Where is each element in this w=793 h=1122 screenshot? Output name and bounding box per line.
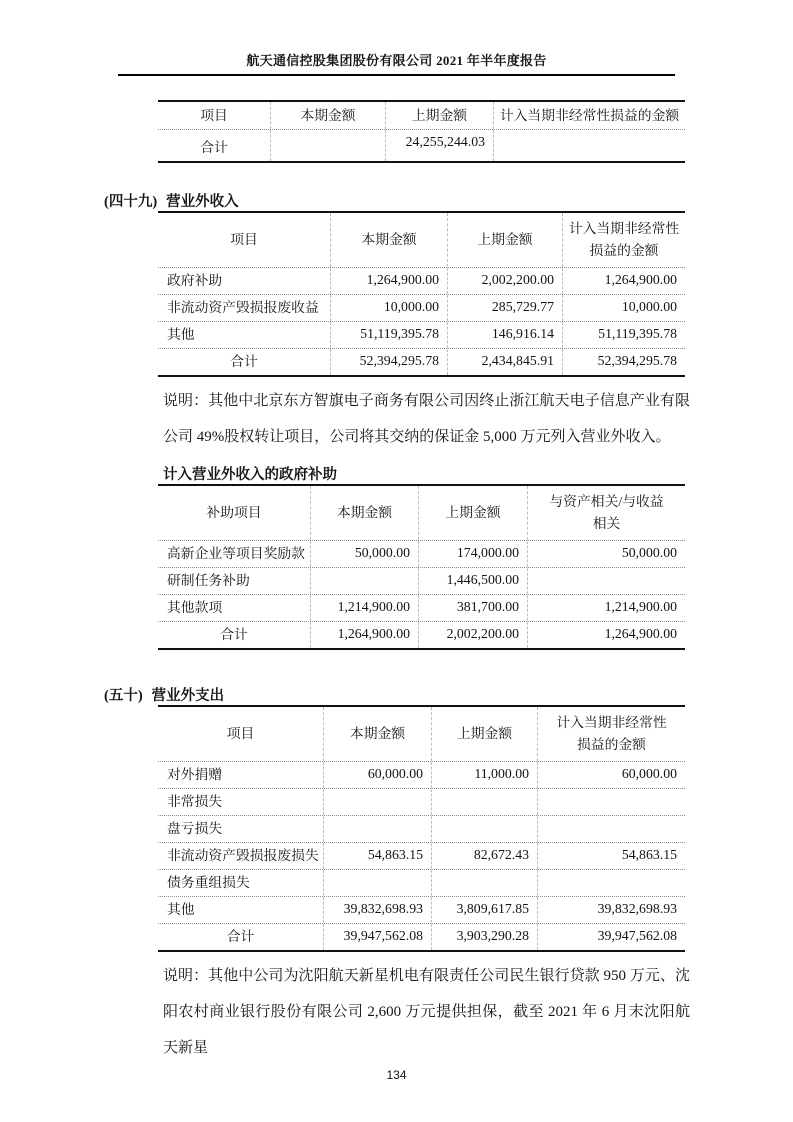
cell-current-amount xyxy=(270,130,385,161)
row-label: 债务重组损失 xyxy=(167,875,250,890)
cell-nonrecurring-amount: 60,000.00 xyxy=(537,762,685,788)
col-header-subsidy-item: 补助项目 xyxy=(206,505,262,520)
cell-current-amount: 10,000.00 xyxy=(330,295,447,321)
government-subsidy-table xyxy=(158,484,685,650)
row-label: 非流动资产毁损报废损失 xyxy=(167,848,319,863)
cell-prior-amount: 2,002,200.00 xyxy=(447,268,562,294)
cell-current-amount xyxy=(323,789,431,815)
cell-asset-or-income-related: 1,214,900.00 xyxy=(527,595,685,621)
section-heading-49 xyxy=(104,192,793,211)
row-label: 高新企业等项目奖励款 xyxy=(167,546,305,561)
table-row xyxy=(158,842,685,869)
page-number: 134 xyxy=(386,1068,407,1082)
cell-nonrecurring-amount xyxy=(537,816,685,842)
cell-prior-amount: 3,903,290.28 xyxy=(431,924,537,950)
cell-current-amount: 1,264,900.00 xyxy=(330,268,447,294)
col-header-item: 项目 xyxy=(200,107,228,123)
cell-asset-or-income-related xyxy=(527,568,685,594)
cell-prior-amount xyxy=(431,816,537,842)
row-label-total: 合计 xyxy=(200,140,228,155)
col-header-prior-amount: 上期金额 xyxy=(431,707,537,761)
table-row xyxy=(158,267,685,294)
table-row xyxy=(158,761,685,788)
cell-current-amount xyxy=(323,870,431,896)
col-header-asset-or-income-related: 与资产相关/与收益 相关 xyxy=(527,486,685,540)
cell-current-amount: 39,947,562.08 xyxy=(323,924,431,950)
row-label-total: 合计 xyxy=(220,627,248,642)
cell-current-amount: 39,832,698.93 xyxy=(323,897,431,923)
table-row-total xyxy=(158,621,685,648)
table-row xyxy=(158,294,685,321)
header-divider xyxy=(118,74,675,76)
table-row xyxy=(158,788,685,815)
cell-current-amount xyxy=(310,568,418,594)
col-header-prior-amount: 上期金额 xyxy=(385,102,493,129)
row-label: 对外捐赠 xyxy=(167,767,223,782)
table-header-row xyxy=(158,486,685,540)
table-header-row xyxy=(158,102,685,129)
cell-nonrecurring-amount: 10,000.00 xyxy=(562,295,685,321)
row-label: 其他款项 xyxy=(167,600,223,615)
col-header-item: 项目 xyxy=(230,232,258,247)
table-row xyxy=(158,321,685,348)
cell-prior-amount: 3,809,617.85 xyxy=(431,897,537,923)
row-label: 其他 xyxy=(167,902,195,917)
cell-prior-amount: 381,700.00 xyxy=(418,595,527,621)
col-header-current-amount: 本期金额 xyxy=(310,486,418,540)
col-header-current-amount: 本期金额 xyxy=(330,213,447,267)
table-row xyxy=(158,869,685,896)
table-row xyxy=(158,815,685,842)
note-paragraph-50: 说明：其他中公司为沈阳航天新星机电有限责任公司民生银行贷款 950 万元、沈阳农村商业银行股份有限公司 2,600 万元提供担保，截至 2021 年 6 月末沈阳航天新星 xyxy=(163,968,690,1056)
col-header-current-amount: 本期金额 xyxy=(270,102,385,129)
cell-nonrecurring-amount: 1,264,900.00 xyxy=(562,268,685,294)
table-row xyxy=(158,540,685,567)
section-heading-50 xyxy=(104,686,793,705)
col-header-current-amount: 本期金额 xyxy=(323,707,431,761)
cell-prior-amount xyxy=(431,870,537,896)
col-header-nonrecurring-amount: 计入当期非经常性 损益的金额 xyxy=(562,213,685,267)
row-label: 其他 xyxy=(167,327,195,342)
row-label-total: 合计 xyxy=(230,354,258,369)
cell-asset-or-income-related: 50,000.00 xyxy=(527,541,685,567)
col-header-nonrecurring-amount: 计入当期非经常性 损益的金额 xyxy=(537,707,685,761)
note-paragraph-49: 说明：其他中北京东方智旗电子商务有限公司因终止浙江航天电子信息产业有限公司 49%股权转让项目，公司将其交纳的保证金 5,000 万元列入营业外收入。 xyxy=(163,393,690,445)
cell-prior-amount: 146,916.14 xyxy=(447,322,562,348)
nonoperating-expense-table xyxy=(158,705,685,952)
cell-nonrecurring-amount: 52,394,295.78 xyxy=(562,349,685,375)
cell-nonrecurring-amount xyxy=(537,789,685,815)
table-row xyxy=(158,567,685,594)
table-header-row xyxy=(158,213,685,267)
row-label: 政府补助 xyxy=(167,273,223,288)
cell-current-amount: 50,000.00 xyxy=(310,541,418,567)
cell-nonrecurring-amount: 39,947,562.08 xyxy=(537,924,685,950)
cell-nonrecurring-amount xyxy=(537,870,685,896)
cell-current-amount: 60,000.00 xyxy=(323,762,431,788)
nonoperating-income-table xyxy=(158,211,685,377)
document-header-title: 航天通信控股集团股份有限公司 2021 年半年度报告 xyxy=(246,53,547,68)
cell-prior-amount xyxy=(431,789,537,815)
row-label: 非流动资产毁损报废收益 xyxy=(167,300,319,315)
cell-prior-amount: 11,000.00 xyxy=(431,762,537,788)
col-header-item: 项目 xyxy=(226,726,255,741)
table-row xyxy=(158,896,685,923)
cell-current-amount: 54,863.15 xyxy=(323,843,431,869)
cell-nonrecurring-amount: 39,832,698.93 xyxy=(537,897,685,923)
row-label-total: 合计 xyxy=(226,929,255,944)
cell-prior-amount: 285,729.77 xyxy=(447,295,562,321)
cell-prior-amount: 2,002,200.00 xyxy=(418,622,527,648)
section-title: 营业外支出 xyxy=(151,688,225,704)
cell-prior-amount: 1,446,500.00 xyxy=(418,568,527,594)
section-number: (五十) xyxy=(104,688,143,704)
row-label: 研制任务补助 xyxy=(167,573,250,588)
nonoperating-carryover-total-table xyxy=(158,100,685,163)
cell-prior-amount: 2,434,845.91 xyxy=(447,349,562,375)
table-row xyxy=(158,594,685,621)
cell-nonrecurring-amount: 54,863.15 xyxy=(537,843,685,869)
table-row-total xyxy=(158,348,685,375)
col-header-prior-amount: 上期金额 xyxy=(418,486,527,540)
row-label: 盘亏损失 xyxy=(167,821,223,836)
cell-current-amount: 1,264,900.00 xyxy=(310,622,418,648)
table-header-row xyxy=(158,707,685,761)
cell-prior-amount: 24,255,244.03 xyxy=(385,130,493,161)
col-header-prior-amount: 上期金额 xyxy=(447,213,562,267)
cell-nonrecurring-amount: 51,119,395.78 xyxy=(562,322,685,348)
col-header-nonrecurring-amount: 计入当期非经常性损益的金额 xyxy=(493,102,685,129)
section-title: 营业外收入 xyxy=(166,194,239,210)
cell-current-amount: 52,394,295.78 xyxy=(330,349,447,375)
cell-prior-amount: 82,672.43 xyxy=(431,843,537,869)
cell-nonrecurring-amount xyxy=(493,130,685,161)
table-row xyxy=(158,129,685,161)
cell-prior-amount: 174,000.00 xyxy=(418,541,527,567)
cell-current-amount: 1,214,900.00 xyxy=(310,595,418,621)
cell-asset-or-income-related: 1,264,900.00 xyxy=(527,622,685,648)
cell-current-amount: 51,119,395.78 xyxy=(330,322,447,348)
cell-current-amount xyxy=(323,816,431,842)
section-number: (四十九) xyxy=(104,194,158,210)
table-row-total xyxy=(158,923,685,950)
row-label: 非常损失 xyxy=(167,794,223,809)
subsidy-subheading: 计入营业外收入的政府补助 xyxy=(163,467,337,483)
